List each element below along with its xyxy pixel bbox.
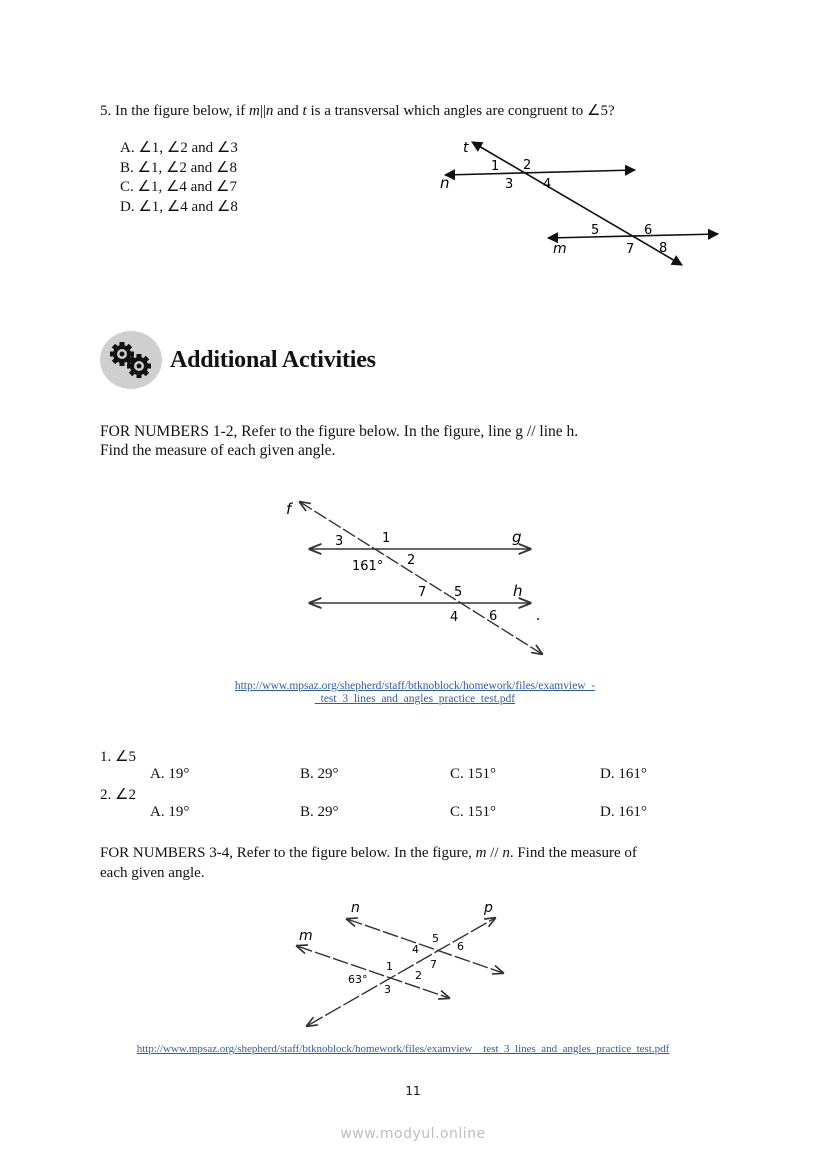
svg-text:5: 5 xyxy=(432,932,439,945)
svg-text:6: 6 xyxy=(457,940,464,953)
svg-text:4: 4 xyxy=(543,177,552,192)
option-d: D. ∠1, ∠4 and ∠8 xyxy=(120,198,238,215)
svg-text:2: 2 xyxy=(407,553,416,568)
figure-lines-g-h xyxy=(280,492,550,662)
q5-mid: and xyxy=(273,103,303,119)
svg-text:h: h xyxy=(513,582,523,600)
svg-text:3: 3 xyxy=(384,983,391,996)
label-m: m xyxy=(553,241,567,257)
part1-instructions-line1: FOR NUMBERS 1-2, Refer to the figure below. In the figure, line g // line h. xyxy=(100,423,579,440)
source-link-2[interactable]: http://www.mpsaz.org/shepherd/staff/btknoblock/homework/files/examview__test_3_lines_and_angles_practice_test.pdf xyxy=(136,1043,670,1055)
gears-icon xyxy=(100,331,162,389)
q2-choice-b: B. 29° xyxy=(300,804,339,820)
part2-pre: FOR NUMBERS 3-4, Refer to the figure below. In the figure, xyxy=(100,845,476,861)
q1-choice-b: B. 29° xyxy=(300,766,339,782)
svg-text:4: 4 xyxy=(412,943,419,956)
svg-text:63°: 63° xyxy=(348,973,368,986)
svg-text:g: g xyxy=(512,528,522,546)
svg-text:p: p xyxy=(484,900,493,916)
question-1-label: 1. ∠5 xyxy=(100,749,136,765)
svg-text:1: 1 xyxy=(382,531,391,546)
question-5-options xyxy=(120,139,238,217)
q1-choice-a: A. 19° xyxy=(150,766,190,782)
source-link-1[interactable] xyxy=(150,680,680,706)
part2-instructions-line1 xyxy=(100,843,637,863)
q5-prefix: 5. In the figure below, if xyxy=(100,103,249,119)
label-t: t xyxy=(463,140,469,156)
part2-instructions-line2: each given angle. xyxy=(100,865,205,881)
option-b: B. ∠1, ∠2 and ∠8 xyxy=(120,159,238,176)
svg-text:5: 5 xyxy=(454,585,463,600)
option-a: A. ∠1, ∠2 and ∠3 xyxy=(120,140,238,156)
svg-text:6: 6 xyxy=(489,609,498,624)
question-2-label: 2. ∠2 xyxy=(100,787,136,803)
section-title: Additional Activities xyxy=(170,346,376,373)
svg-text:f: f xyxy=(286,500,292,518)
svg-text:3: 3 xyxy=(505,177,514,192)
var-n: n xyxy=(502,845,510,861)
q2-choice-c: C. 151° xyxy=(450,804,497,820)
svg-text:7: 7 xyxy=(418,585,427,600)
page-number: 11 xyxy=(405,1084,421,1098)
q2-choice-a: A. 19° xyxy=(150,804,190,820)
svg-text:8: 8 xyxy=(659,241,668,256)
section-heading xyxy=(100,331,376,389)
parallel-symbol: || xyxy=(259,103,266,119)
parallel-symbol: // xyxy=(486,845,503,861)
svg-text:n: n xyxy=(351,900,360,916)
q2-choice-d: D. 161° xyxy=(600,804,647,820)
var-n: n xyxy=(265,103,274,119)
label-n: n xyxy=(440,174,450,192)
option-c: C. ∠1, ∠4 and ∠7 xyxy=(120,179,238,195)
watermark: www.modyul.online xyxy=(340,1126,486,1142)
q5-suffix: is a transversal which angles are congruent to ∠5? xyxy=(306,103,615,119)
q1-choice-d: D. 161° xyxy=(600,766,647,782)
svg-text:7: 7 xyxy=(430,958,437,971)
part1-instructions xyxy=(100,422,578,460)
var-m: m xyxy=(248,103,260,119)
var-m: m xyxy=(475,845,487,861)
source-link-1-line1: http://www.mpsaz.org/shepherd/staff/btknoblock/homework/files/examview_- xyxy=(234,680,596,692)
svg-text:7: 7 xyxy=(626,242,635,257)
svg-text:3: 3 xyxy=(335,534,344,549)
part2-post: . Find the measure of xyxy=(509,845,637,861)
var-t: t xyxy=(302,103,307,119)
q1-choice-c: C. 151° xyxy=(450,766,497,782)
part2-instructions xyxy=(100,843,637,883)
svg-text:2: 2 xyxy=(523,158,532,173)
svg-text:6: 6 xyxy=(644,223,653,238)
svg-text:2: 2 xyxy=(415,969,422,982)
svg-text:4: 4 xyxy=(450,610,459,625)
svg-text:5: 5 xyxy=(591,223,600,238)
svg-text:1: 1 xyxy=(491,159,500,174)
source-link-1-line2: _test_3_lines_and_angles_practice_test.pdf xyxy=(314,693,516,705)
part1-instructions-line2: Find the measure of each given angle. xyxy=(100,442,336,459)
svg-text:1: 1 xyxy=(386,960,393,973)
question-5-text xyxy=(100,101,615,120)
figure-transversal-t xyxy=(430,130,730,275)
figure-lines-m-n-p xyxy=(285,898,520,1033)
svg-text:161°: 161° xyxy=(352,559,384,574)
svg-text:m: m xyxy=(299,928,313,944)
